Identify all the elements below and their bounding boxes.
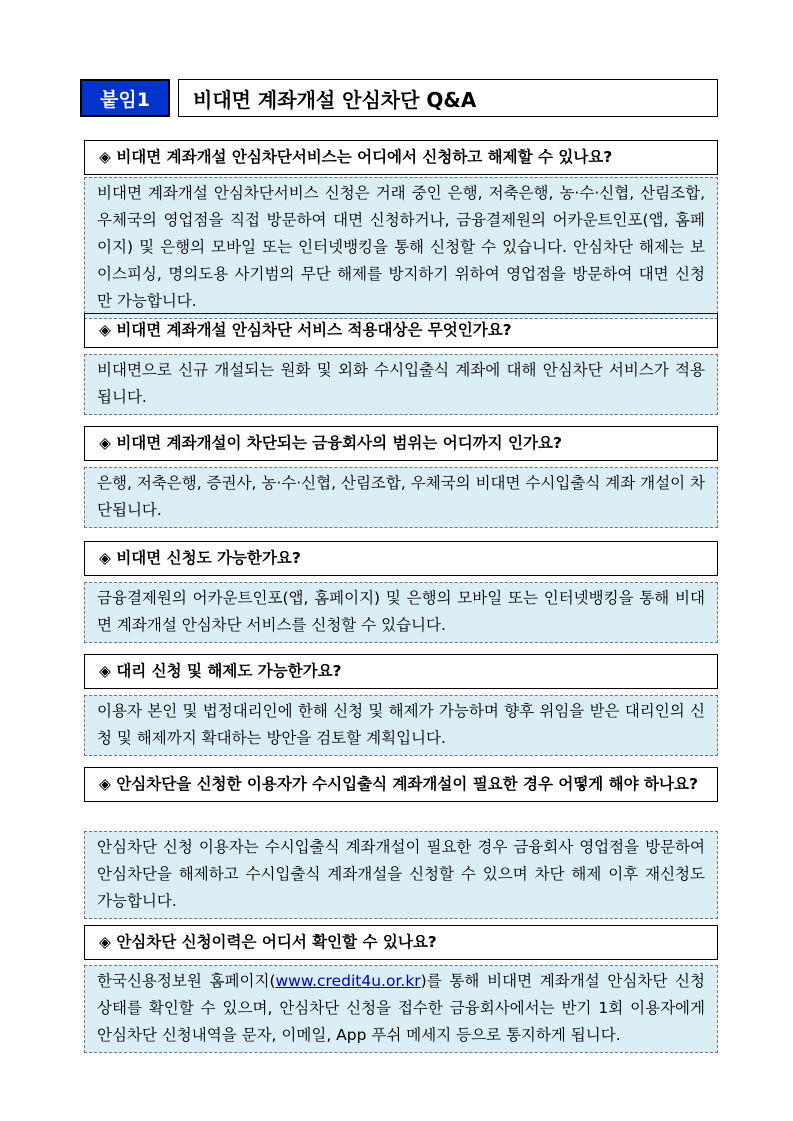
answer-6: 안심차단 신청 이용자는 수시입출식 계좌개설이 필요한 경우 금융회사 영업점을 방문하여 안심차단을 해제하고 수시입출식 계좌개설을 신청할 수 있으며 차단 해제 이후 재신청도 가능합니다. — [84, 831, 718, 919]
question-7: ◈ 안심차단 신청이력은 어디서 확인할 수 있나요? — [84, 925, 718, 960]
answer-7 — [84, 965, 718, 1053]
question-1: ◈ 비대면 계좌개설 안심차단서비스는 어디에서 신청하고 해제할 수 있나요? — [84, 140, 718, 175]
answer-7-text-after: )를 통해 비대면 계좌개설 안심차단 신청 상태를 확인할 수 있으며, 안심차단 신청을 접수한 금융회사에서는 반기 1회 이용자에게 안심차단 신청내역을 문자, 이메일, App 푸쉬 메세지 등으로 통지하게 됩니다. — [97, 972, 705, 1044]
answer-4: 금융결제원의 어카운트인포(앱, 홈페이지) 및 은행의 모바일 또는 인터넷뱅킹을 통해 비대면 계좌개설 안심차단 서비스를 신청할 수 있습니다. — [84, 582, 718, 643]
credit4u-link[interactable]: www.credit4u.or.kr — [275, 972, 421, 990]
answer-3: 은행, 저축은행, 증권사, 농·수·신협, 산림조합, 우체국의 비대면 수시입출식 계좌 개설이 차단됩니다. — [84, 467, 718, 528]
question-4: ◈ 비대면 신청도 가능한가요? — [84, 541, 718, 576]
question-3: ◈ 비대면 계좌개설이 차단되는 금융회사의 범위는 어디까지 인가요? — [84, 426, 718, 461]
answer-2: 비대면으로 신규 개설되는 원화 및 외화 수시입출식 계좌에 대해 안심차단 서비스가 적용됩니다. — [84, 354, 718, 415]
question-6: ◈ 안심차단을 신청한 이용자가 수시입출식 계좌개설이 필요한 경우 어떻게 해야 하나요? — [84, 767, 718, 802]
page-title: 비대면 계좌개설 안심차단 Q&A — [178, 79, 718, 117]
attachment-badge: 붙임1 — [80, 79, 170, 117]
title-row — [80, 79, 718, 117]
answer-7-text-before: 한국신용정보원 홈페이지( — [97, 972, 276, 990]
answer-5: 이용자 본인 및 법정대리인에 한해 신청 및 해제가 가능하며 향후 위임을 받은 대리인의 신청 및 해제까지 확대하는 방안을 검토할 계획입니다. — [84, 695, 718, 756]
answer-1: 비대면 계좌개설 안심차단서비스 신청은 거래 중인 은행, 저축은행, 농·수·신협, 산림조합, 우체국의 영업점을 직접 방문하여 대면 신청하거나, 금융결제원의 어카운트인포(앱, 홈페이지) 및 은행의 모바일 또는 인터넷뱅킹을 통해 신청할 수 있습니다. 안심차단 해제는 보이스피싱, 명의도용 사기범의 무단 해제를 방지하기 위하여 영업점을 방문하여 대면 신청만 가능합니다. — [84, 177, 718, 319]
question-5: ◈ 대리 신청 및 해제도 가능한가요? — [84, 654, 718, 689]
question-2: ◈ 비대면 계좌개설 안심차단 서비스 적용대상은 무엇인가요? — [84, 313, 718, 348]
